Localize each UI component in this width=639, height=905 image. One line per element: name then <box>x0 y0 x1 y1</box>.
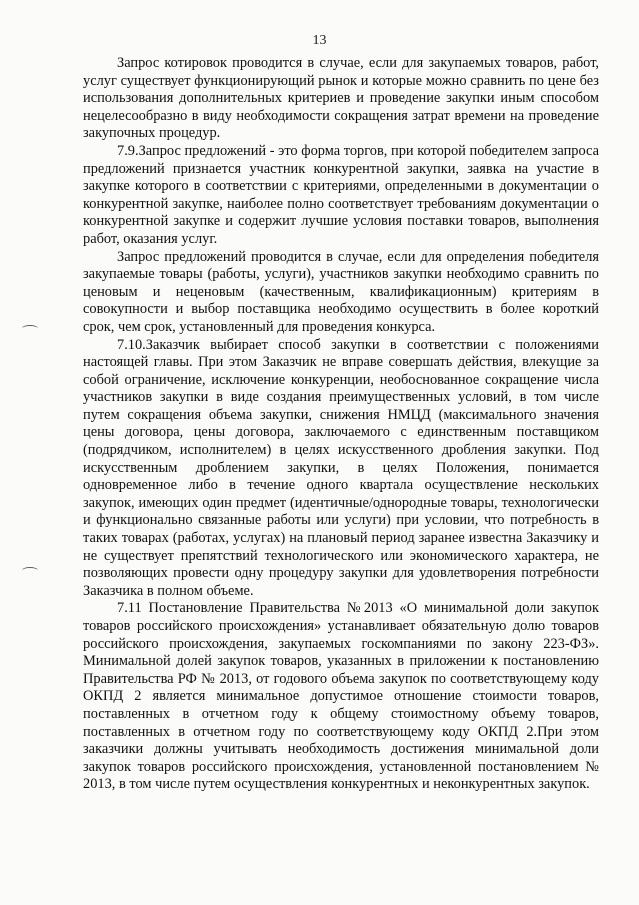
margin-mark <box>22 325 38 332</box>
paragraph-7-10: 7.10.Заказчик выбирает способ закупки в соответствии с положениями настоящей главы. При этом Заказчик не вправе совершать действия, влекущие за собой ограничение, исключение конкуренции, необоснованное сокращение числа участников закупки в виде создания преимущественных условий, в том числе путем сокращения объема закупки, снижения НМЦД (максимального значения цены договора, цены договора, заключаемого с единственным поставщиком (подрядчиком, исполнителем) в целях искусственного дробления закупки. Под искусственным дроблением закупки, в целях Положения, понимается одновременное либо в течение одного квартала осуществление нескольких закупок, имеющих один предмет (идентичные/однородные товары, технологически и функционально связанные работы или услуги) при условии, что потребность в таких товарах (работах, услугах) на плановый период заранее известна Заказчику и не существует препятствий технологического или экономического характера, не позволяющих провести одну процедуру закупки для удовлетворения потребности Заказчика в полном объеме. <box>83 336 599 599</box>
paragraph-7-9: 7.9.Запрос предложений - это форма торгов, при которой победителем запроса предложений признается участник конкурентной закупки, заявка на участие в закупке которого в соответствии с критериями, определенными в документации о конкурентной закупке, наиболее полно соответствует требованиям документации о конкурентной закупке и содержит лучшие условия поставки товаров, выполнения работ, оказания услуг. <box>83 142 599 247</box>
document-body <box>83 55 599 794</box>
paragraph-7-11: 7.11 Постановление Правительства №2013 «О минимальной доли закупок товаров российского происхождения» устанавливает обязательную долю товаров российского происхождения, закупаемых госкомпаниями по закону 223-ФЗ». Минимальной долей закупок товаров, указанных в приложении к постановлению Правительства РФ № 2013, от годового объема закупок по соответствующему коду ОКПД 2 является минимальное допустимое отношение стоимости товаров, поставленных в отчетном году к общему стоимостному объему товаров, поставленных в отчетном году по соответствующему коду ОКПД 2.При этом заказчики должны учитывать необходимость достижения минимальной доли закупок товаров российского происхождения, установленной постановлением № 2013, в том числе путем осуществления конкурентных и неконкурентных закупок. <box>83 600 599 793</box>
page-number: 13 <box>312 33 327 48</box>
margin-mark <box>22 567 38 574</box>
paragraph-proposal-request: Запрос предложений проводится в случае, если для определения победителя закупаемые товары (работы, услуги), участников закупки необходимо сравнить по ценовым и неценовым (качественным, квалификационным) критериям в совокупности и выбор поставщика необходимо осуществить в более короткий срок, чем срок, установленный для проведения конкурса. <box>83 248 599 335</box>
paragraph-quotation-request: Запрос котировок проводится в случае, если для закупаемых товаров, работ, услуг существует функционирующий рынок и которые можно сравнить по цене без использования дополнительных критериев и проведение закупки иным способом нецелесообразно в виду необходимости сокращения затрат времени на проведение закупочных процедур. <box>83 55 599 142</box>
